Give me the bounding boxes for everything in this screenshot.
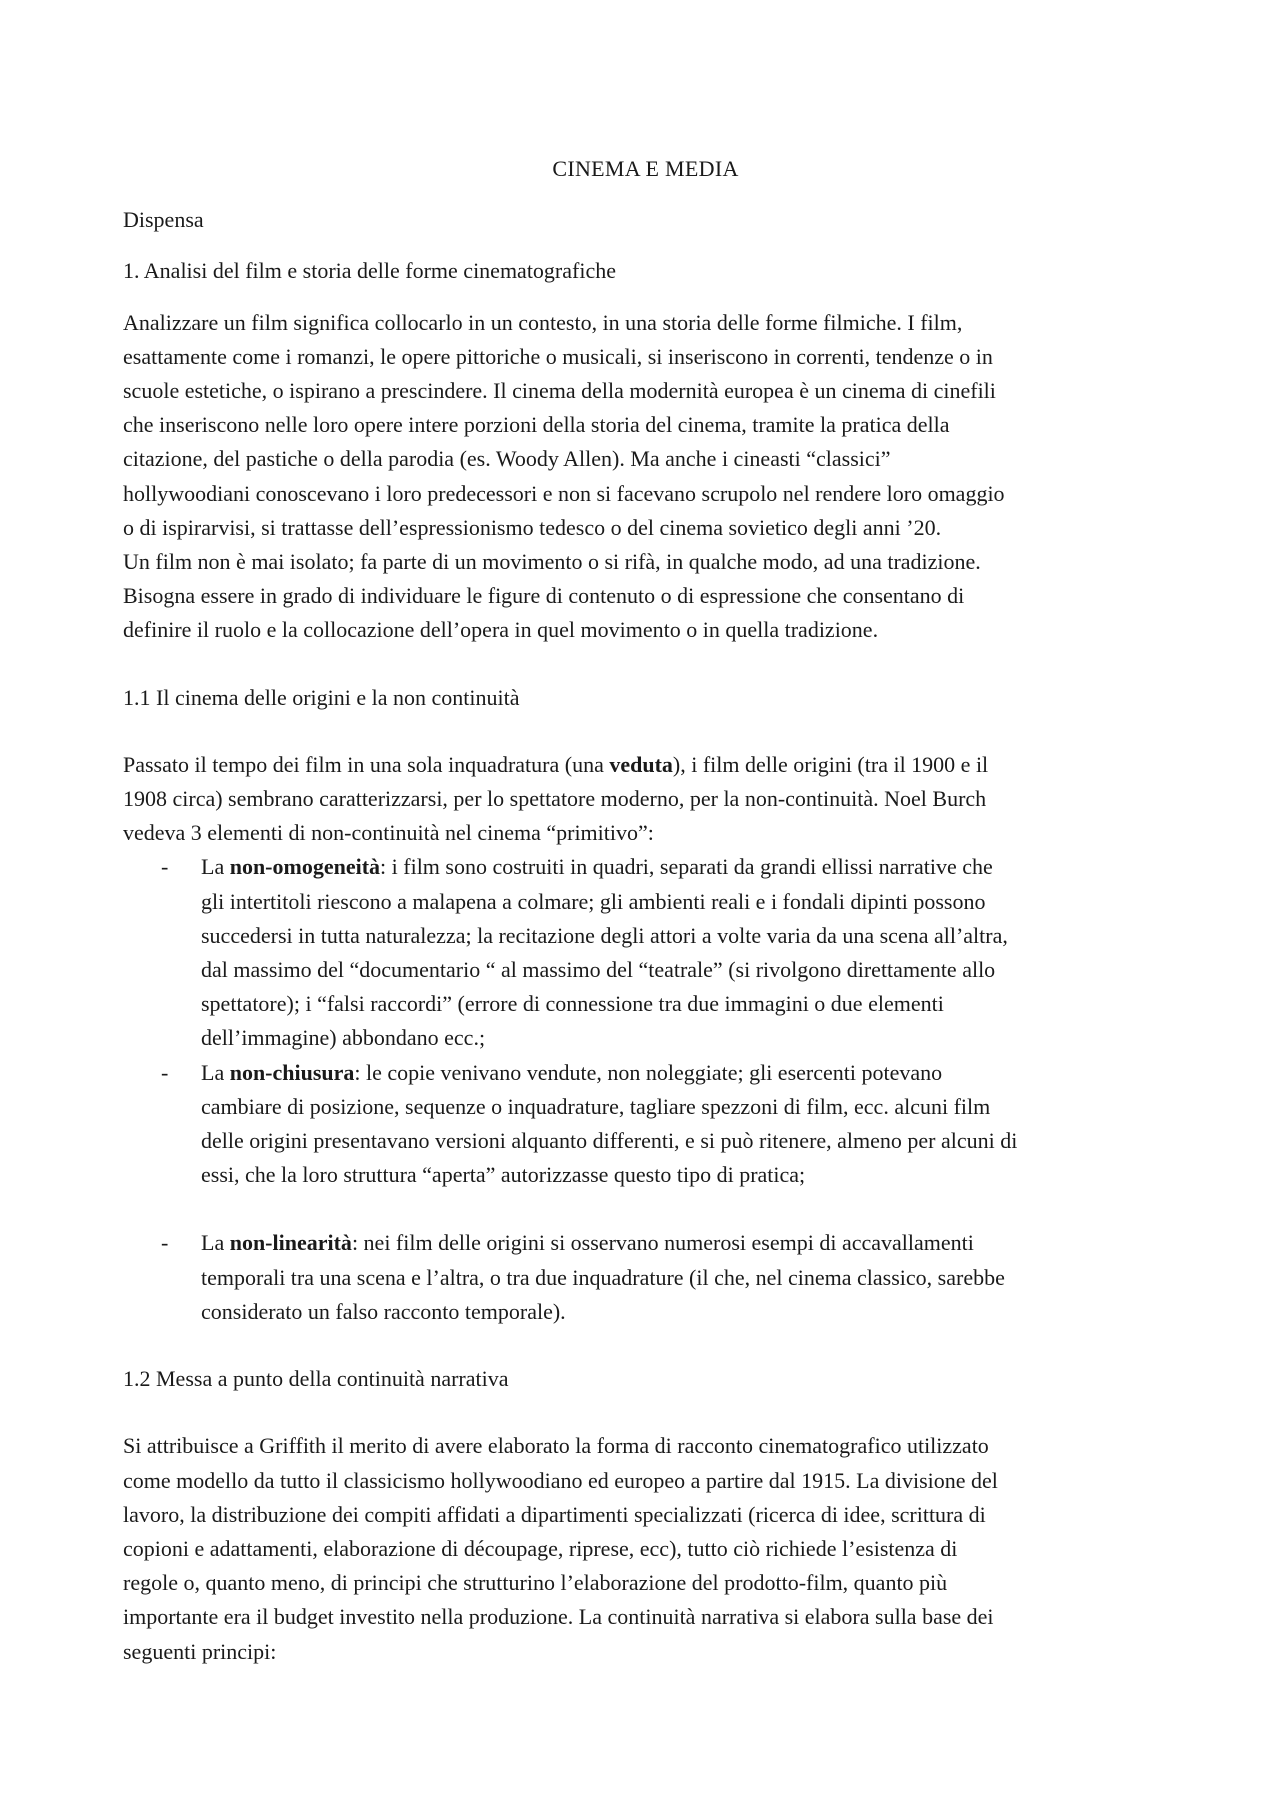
text-line: regole o, quanto meno, di principi che strutturino l’elaborazione del prodotto-film, quanto più (123, 1570, 948, 1596)
text-line: dell’immagine) abbondano ecc.; (201, 1025, 486, 1051)
bold-term: non-chiusura (229, 1059, 355, 1085)
document-subtitle: Dispensa (123, 207, 204, 233)
bullet-dash: - (161, 854, 169, 880)
text-run: La (201, 854, 230, 880)
text-line: vedeva 3 elementi di non-continuità nel cinema “primitivo”: (123, 820, 654, 846)
text-line: Bisogna essere in grado di individuare le figure di contenuto o di espressione che consentano di (123, 583, 965, 609)
text-line: esattamente come i romanzi, le opere pittoriche o musicali, si inseriscono in correnti, tendenze o in (123, 343, 993, 369)
text-line: delle origini presentavano versioni alquanto differenti, e si può ritenere, almeno per alcuni di (201, 1128, 1018, 1154)
text-run: Passato il tempo dei film in una sola inquadratura (una (123, 751, 610, 777)
text-run: ), i film delle origini (tra il 1900 e il (672, 751, 989, 777)
text-line (123, 748, 1168, 782)
text-line (201, 1056, 1168, 1090)
section-heading-1-1: 1.1 Il cinema delle origini e la non continuità (123, 684, 520, 710)
list-item-non-omogeneita (123, 850, 1168, 1055)
bold-term: non-omogeneità (229, 854, 381, 880)
text-run: : le copie venivano vendute, non noleggiate; gli esercenti potevano (354, 1059, 943, 1085)
paragraph-analisi (123, 306, 1168, 648)
list-item-non-linearita (123, 1226, 1168, 1329)
text-line: succedersi in tutta naturalezza; la recitazione degli attori a volte varia da una scena all’altra, (201, 922, 1008, 948)
section-heading-1-2: 1.2 Messa a punto della continuità narrativa (123, 1366, 509, 1392)
text-line: o di ispirarvisi, si trattasse dell’espressionismo tedesco o del cinema sovietico degli anni ’20. (123, 514, 942, 540)
text-line: importante era il budget investito nella produzione. La continuità narrativa si elabora sulla base dei (123, 1604, 994, 1630)
text-line: gli intertitoli riescono a malapena a colmare; gli ambienti reali e i fondali dipinti possono (201, 888, 986, 914)
text-line: considerato un falso racconto temporale). (201, 1298, 566, 1324)
section-heading-1: 1. Analisi del film e storia delle forme cinematografiche (123, 258, 616, 284)
bullet-dash: - (161, 1059, 169, 1085)
text-line: lavoro, la distribuzione dei compiti affidati a dipartimenti specializzati (ricerca di idee, scrittura di (123, 1501, 986, 1527)
text-line (201, 850, 1168, 884)
text-line: dal massimo del “documentario “ al massimo del “teatrale” (si rivolgono direttamente allo (201, 957, 996, 983)
text-run: La (201, 1059, 230, 1085)
text-run: : nei film delle origini si osservano numerosi esempi di accavallamenti (351, 1230, 974, 1256)
text-line: temporali tra una scena e l’altra, o tra due inquadrature (il che, nel cinema classico, sarebbe (201, 1264, 1005, 1290)
text-line: scuole estetiche, o ispirano a prescindere. Il cinema della modernità europea è un cinema di cinefili (123, 378, 996, 404)
paragraph-continuita (123, 1429, 1168, 1668)
text-line: spettatore); i “falsi raccordi” (errore di connessione tra due immagini o due elementi (201, 991, 944, 1017)
bold-term-veduta: veduta (609, 751, 673, 777)
text-line: come modello da tutto il classicismo hollywoodiano ed europeo a partire dal 1915. La divisione del (123, 1467, 998, 1493)
document-title: CINEMA E MEDIA (552, 156, 739, 181)
text-line (201, 1226, 1168, 1260)
bullet-dash: - (161, 1230, 169, 1256)
text-line: cambiare di posizione, sequenze o inquadrature, tagliare spezzoni di film, ecc. alcuni film (201, 1093, 991, 1119)
list-item-non-chiusura (123, 1056, 1168, 1193)
text-line: 1908 circa) sembrano caratterizzarsi, per lo spettatore moderno, per la non-continuità. Noel Burch (123, 786, 987, 812)
text-run: : i film sono costruiti in quadri, separati da grandi ellissi narrative che (380, 854, 993, 880)
paragraph-origini-intro (123, 748, 1168, 851)
text-run: La (201, 1230, 230, 1256)
bold-term: non-linearità (229, 1230, 352, 1256)
text-line: essi, che la loro struttura “aperta” autorizzasse questo tipo di pratica; (201, 1162, 806, 1188)
bullet-list-non-continuita (123, 850, 1168, 1329)
text-line: Un film non è mai isolato; fa parte di un movimento o si rifà, in qualche modo, ad una tradizione. (123, 549, 981, 575)
document-body (123, 152, 1168, 1702)
text-line: che inseriscono nelle loro opere intere porzioni della storia del cinema, tramite la pratica della (123, 412, 950, 438)
text-line: hollywoodiani conoscevano i loro predecessori e non si facevano scrupolo nel rendere loro omaggio (123, 480, 1005, 506)
text-line: copioni e adattamenti, elaborazione di découpage, riprese, ecc), tutto ciò richiede l’esistenza di (123, 1535, 958, 1561)
text-line: citazione, del pastiche o della parodia (es. Woody Allen). Ma anche i cineasti “classici” (123, 446, 891, 472)
text-line: Analizzare un film significa collocarlo in un contesto, in una storia delle forme filmiche. I film, (123, 309, 963, 335)
text-line: Si attribuisce a Griffith il merito di avere elaborato la forma di racconto cinematografico utilizzato (123, 1433, 989, 1459)
text-line: definire il ruolo e la collocazione dell’opera in quel movimento o in quella tradizione. (123, 617, 879, 643)
text-line: seguenti principi: (123, 1638, 277, 1664)
